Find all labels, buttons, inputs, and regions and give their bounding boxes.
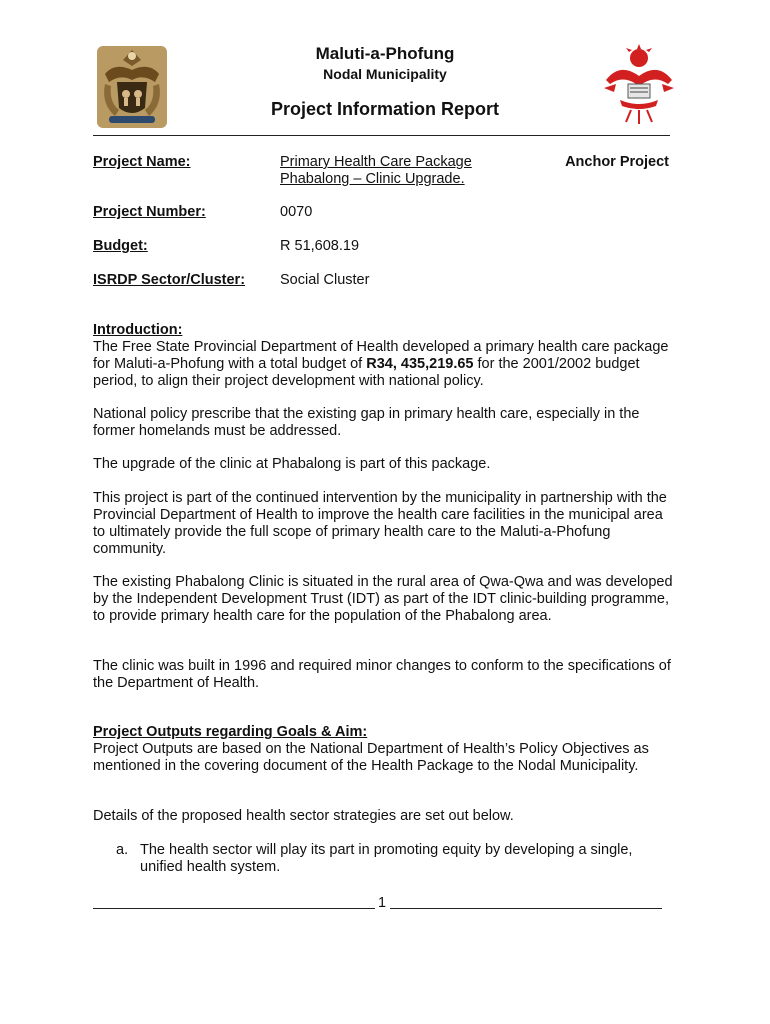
outputs-heading: Project Outputs regarding Goals & Aim: — [93, 724, 368, 740]
introduction-paragraph-3: The upgrade of the clinic at Phabalong is part of this package. — [93, 456, 491, 472]
budget-label: Budget: — [93, 238, 148, 254]
sector-label: ISRDP Sector/Cluster: — [93, 272, 246, 288]
introduction-paragraph-1 — [93, 339, 678, 390]
project-name-line1: Primary Health Care Package — [280, 154, 472, 170]
introduction-paragraph-2: National policy prescribe that the existing gap in primary health care, especially in the former homelands must be addressed. — [93, 406, 640, 439]
introduction-section — [93, 322, 678, 390]
footer-rule-right — [390, 908, 662, 909]
outputs-paragraph-2: Details of the proposed health sector strategies are set out below. — [93, 808, 514, 824]
intro-p1-after: for the 2001/2002 budget period, to align their project development with national policy. — [93, 356, 640, 389]
sector-value: Social Cluster — [280, 272, 370, 288]
intro-p1-before: The Free State Provincial Department of Health developed a primary health care package for Maluti-a-Phofung with a total budget of — [93, 339, 669, 372]
introduction-heading: Introduction: — [93, 322, 183, 338]
project-name-label: Project Name: — [93, 154, 191, 170]
list-item-text: The health sector will play its part in promoting equity by developing a single, unified health system. — [140, 842, 633, 875]
report-title: Project Information Report — [270, 99, 499, 119]
project-name-value — [280, 154, 472, 188]
footer-rule-left — [93, 908, 375, 909]
header-divider — [93, 135, 670, 136]
list-item-marker: a. — [116, 842, 129, 858]
project-number-label: Project Number: — [93, 204, 206, 220]
anchor-project-label: Anchor Project — [565, 154, 669, 170]
organization-name: Maluti-a-Phofung — [315, 44, 455, 63]
total-budget-amount: R34, 435,219.65 — [366, 356, 474, 372]
page-number: 1 — [378, 895, 387, 911]
introduction-paragraph-4: This project is part of the continued intervention by the municipality in partnership with the Provincial Department of Health to improve the health care facilities in the municipal area to ultimately provide the full scope of primary health care to the Maluti-a-Phofung community. — [93, 490, 667, 557]
outputs-section — [93, 724, 678, 775]
budget-value: R 51,608.19 — [280, 238, 360, 254]
project-name-line2: Phabalong – Clinic Upgrade. — [280, 171, 465, 187]
introduction-paragraph-5: The existing Phabalong Clinic is situated in the rural area of Qwa-Qwa and was developed by the Independent Development Trust (IDT) as part of the IDT clinic-building programme, to provide primary health care for the population of the Phabalong area. — [93, 574, 673, 624]
outputs-paragraph-1: Project Outputs are based on the National Department of Health’s Policy Objectives as mentioned in the covering document of the Health Package to the Nodal Municipality. — [93, 741, 649, 774]
project-number-value: 0070 — [280, 204, 313, 220]
introduction-paragraph-6: The clinic was built in 1996 and required minor changes to conform to the specifications of the Department of Health. — [93, 658, 671, 691]
organization-subtitle: Nodal Municipality — [323, 66, 447, 82]
